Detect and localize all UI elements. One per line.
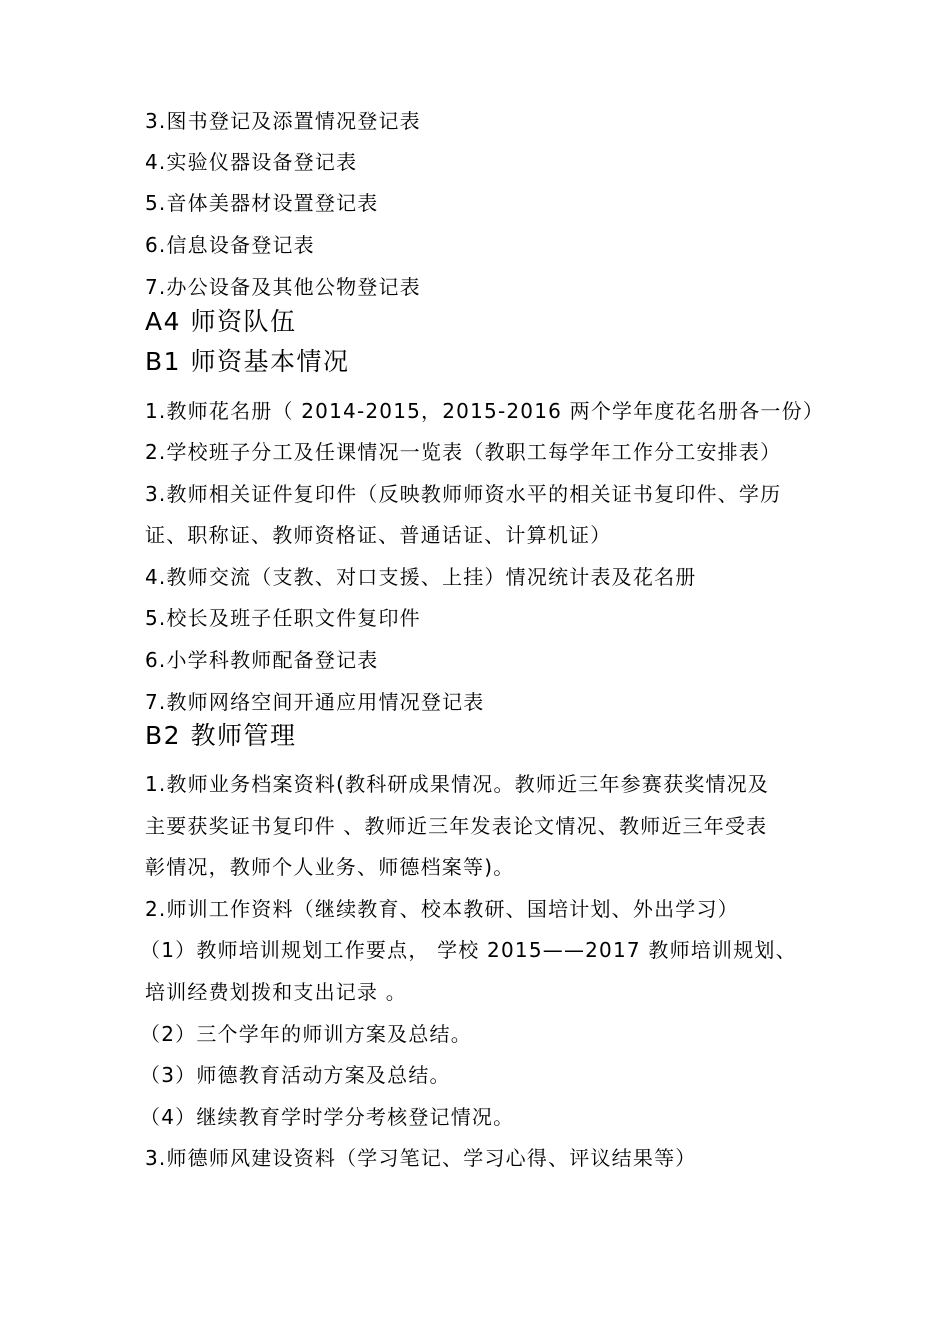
list-item: 5.音体美器材设置登记表 xyxy=(145,191,379,215)
list-item: 3.教师相关证件复印件（反映教师师资水平的相关证书复印件、学历 xyxy=(145,482,782,506)
list-item: 3.师德师风建设资料（学习笔记、学习心得、评议结果等） xyxy=(145,1146,697,1170)
list-item: 6.信息设备登记表 xyxy=(145,233,315,257)
list-item: 6.小学科教师配备登记表 xyxy=(145,648,379,672)
list-item: 1.教师花名册（ 2014-2015，2015-2016 两个学年度花名册各一份） xyxy=(145,399,825,423)
list-item: 4.实验仪器设备登记表 xyxy=(145,150,358,174)
section-heading: A4 师资队伍 xyxy=(145,307,297,336)
sub-list-item: （1）教师培训规划工作要点， 学校 2015——2017 教师培训规划、 xyxy=(140,938,797,962)
list-item: 7.教师网络空间开通应用情况登记表 xyxy=(145,690,485,714)
sub-list-item: （2）三个学年的师训方案及总结。 xyxy=(140,1022,472,1046)
sub-list-item-continuation: 培训经费划拨和支出记录 。 xyxy=(145,980,407,1004)
list-item: 4.教师交流（支教、对口支援、上挂）情况统计表及花名册 xyxy=(145,565,697,589)
list-item: 2.学校班子分工及任课情况一览表（教职工每学年工作分工安排表） xyxy=(145,440,782,464)
list-item-continuation: 证、职称证、教师资格证、普通话证、计算机证） xyxy=(145,523,612,547)
subsection-heading: B1 师资基本情况 xyxy=(145,347,350,376)
sub-list-item: （4）继续教育学时学分考核登记情况。 xyxy=(140,1105,515,1129)
list-item: 7.办公设备及其他公物登记表 xyxy=(145,275,421,299)
list-item: 1.教师业务档案资料(教科研成果情况。教师近三年参赛获奖情况及 xyxy=(145,772,770,796)
sub-list-item: （3）师德教育活动方案及总结。 xyxy=(140,1063,451,1087)
list-item: 2.师训工作资料（继续教育、校本教研、国培计划、外出学习） xyxy=(145,897,739,921)
list-item-continuation: 彰情况，教师个人业务、师德档案等)。 xyxy=(145,855,515,879)
list-item: 3.图书登记及添置情况登记表 xyxy=(145,109,421,133)
list-item: 5.校长及班子任职文件复印件 xyxy=(145,606,421,630)
list-item-continuation: 主要获奖证书复印件 、教师近三年发表论文情况、教师近三年受表 xyxy=(145,814,768,838)
subsection-heading: B2 教师管理 xyxy=(145,721,297,750)
